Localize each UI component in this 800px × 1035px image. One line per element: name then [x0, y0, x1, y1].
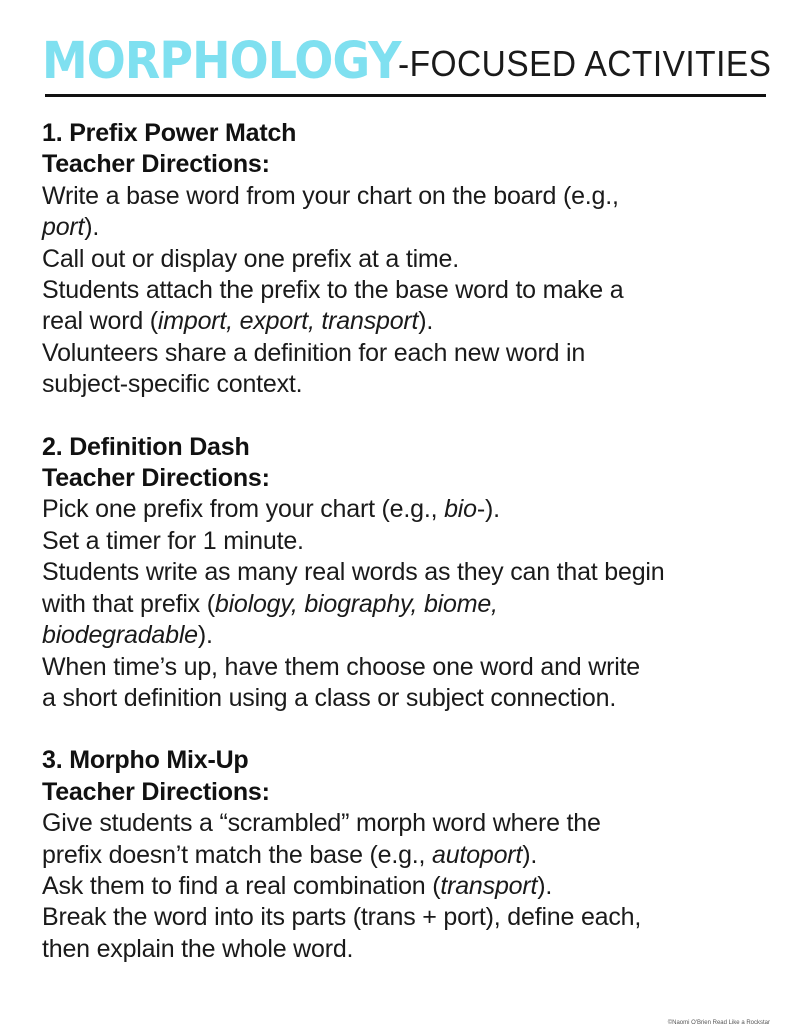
- activity-directions: [42, 808, 782, 965]
- direction-text: subject-specific context.: [42, 370, 303, 399]
- direction-text: ).: [522, 840, 538, 869]
- direction-text: Give students a “scrambled” morph word where the: [42, 809, 601, 838]
- direction-line: [42, 934, 782, 965]
- example-word: import, export, transport: [157, 307, 419, 336]
- activity-1: [42, 118, 782, 401]
- activity-3: [42, 745, 782, 965]
- direction-text: Students attach the prefix to the base word to make a: [42, 276, 624, 305]
- example-word: port: [42, 213, 85, 242]
- example-word: biology, biography, biome,: [214, 589, 498, 618]
- activities-list: [42, 118, 782, 996]
- direction-text: Ask them to find a real combination (: [42, 871, 441, 900]
- direction-text: ).: [418, 307, 434, 336]
- direction-text: -).: [476, 495, 500, 524]
- direction-text: with that prefix (: [42, 589, 215, 618]
- direction-line: [42, 244, 782, 275]
- direction-line: [42, 620, 782, 651]
- direction-line: [42, 369, 782, 400]
- activity-2: [42, 432, 782, 715]
- activity-heading: 3. Morpho Mix-Up: [42, 746, 249, 775]
- direction-text: ).: [537, 871, 553, 900]
- direction-text: real word (: [42, 307, 158, 336]
- activity-subheading: Teacher Directions:: [42, 777, 270, 806]
- activity-heading: 2. Definition Dash: [42, 432, 250, 461]
- direction-line: [42, 526, 782, 557]
- direction-line: [42, 212, 782, 243]
- direction-line: [42, 840, 782, 871]
- direction-text: prefix doesn’t match the base (e.g.,: [42, 840, 433, 869]
- header-divider: [45, 94, 766, 97]
- direction-text: then explain the whole word.: [42, 934, 354, 963]
- direction-line: [42, 181, 782, 212]
- activity-directions: [42, 181, 782, 401]
- direction-text: Students write as many real words as they can that begin: [42, 558, 665, 587]
- direction-text: Call out or display one prefix at a time.: [42, 244, 460, 273]
- page-header: [42, 30, 772, 92]
- direction-line: [42, 902, 782, 933]
- direction-text: When time’s up, have them choose one word and write: [42, 652, 641, 681]
- direction-text: ).: [84, 213, 100, 242]
- direction-text: Pick one prefix from your chart (e.g.,: [42, 495, 445, 524]
- direction-line: [42, 494, 782, 525]
- direction-text: Break the word into its parts (trans + port), define each,: [42, 903, 642, 932]
- example-word: transport: [440, 871, 538, 900]
- direction-text: Volunteers share a definition for each new word in: [42, 338, 586, 367]
- activity-directions: [42, 494, 782, 714]
- title-morphology: MORPHOLOGY: [42, 32, 401, 91]
- title-focused-activities: -FOCUSED ACTIVITIES: [398, 43, 772, 84]
- direction-line: [42, 871, 782, 902]
- direction-line: [42, 275, 782, 306]
- direction-line: [42, 683, 782, 714]
- example-word: autoport: [432, 840, 523, 869]
- direction-line: [42, 652, 782, 683]
- direction-text: Set a timer for 1 minute.: [42, 526, 304, 555]
- direction-text: Write a base word from your chart on the board (e.g.,: [42, 181, 619, 210]
- example-word: biodegradable: [42, 621, 198, 650]
- direction-text: ).: [197, 621, 213, 650]
- activity-subheading: Teacher Directions:: [42, 150, 270, 179]
- direction-line: [42, 808, 782, 839]
- copyright-footer: ©Naomi O'Brien Read Like a Rockstar: [667, 1020, 770, 1026]
- direction-line: [42, 589, 782, 620]
- example-word: bio: [444, 495, 477, 524]
- direction-line: [42, 338, 782, 369]
- direction-line: [42, 557, 782, 588]
- direction-line: [42, 306, 782, 337]
- activity-heading: 1. Prefix Power Match: [42, 119, 297, 147]
- direction-text: a short definition using a class or subject connection.: [42, 683, 617, 712]
- activity-subheading: Teacher Directions:: [42, 464, 270, 493]
